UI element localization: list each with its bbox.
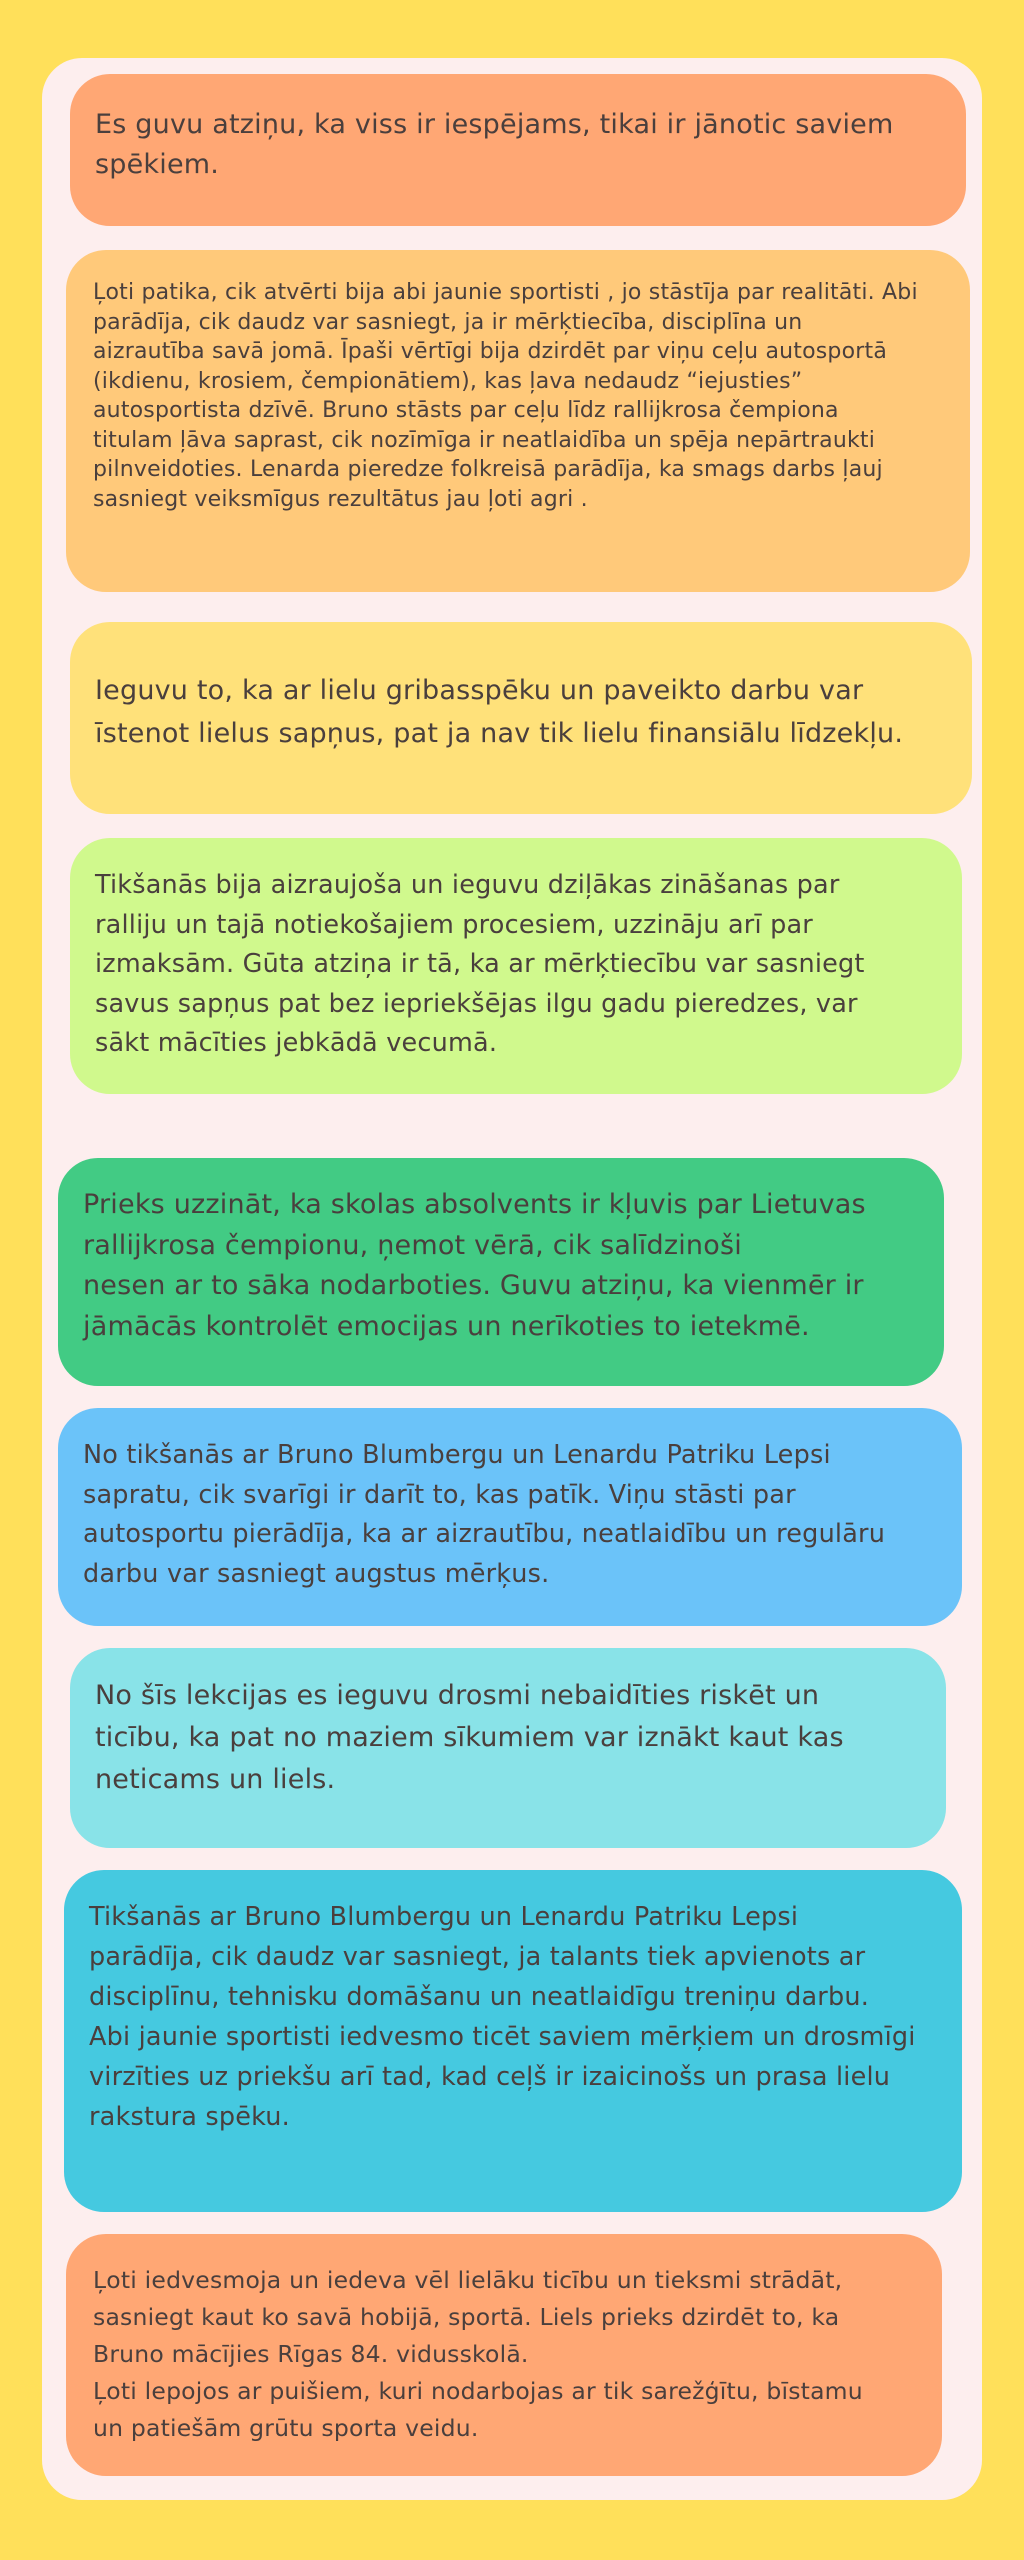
feedback-card-1: [70, 74, 966, 226]
feedback-card-3: [70, 622, 972, 814]
feedback-card-8: [64, 1870, 962, 2212]
feedback-text-2: Ļoti patika, cik atvērti bija abi jaunie sportisti , jo stāstīja par realitāti. Abi parādīja, cik daudz var sasniegt, ja ir mērķtiecība, disciplīna un aizrautība savā jomā. Īpaši vērtīgi bija dzirdēt par viņu ceļu autosportā (ikdienu, krosiem, čempionātiem), kas ļava nedaudz “iejusties” autosportista dzīvē. Bruno stāsts par ceļu līdz rallijkrosa čempiona titulam ļāva saprast, cik nozīmīga ir neatlaidība un spēja nepārtraukti pilnveidoties. Lenarda pieredze folkreisā parādīja, ka smags darbs ļauj sasniegt veiksmīgus rezultātus jau ļoti agri .: [93, 280, 918, 512]
feedback-text-8: Tikšanās ar Bruno Blumbergu un Lenardu Patriku Lepsi parādīja, cik daudz var sasniegt, ja talants tiek apvienots ar disciplīnu, tehnisku domāšanu un neatlaidīgu treniņu darbu. Abi jaunie sportisti iedvesmo ticēt saviem mērķiem un drosmīgi virzīties uz priekšu arī tad, kad ceļš ir izaicinošs un prasa lielu rakstura spēku.: [89, 1902, 916, 2132]
feedback-card-4: [70, 838, 962, 1094]
feedback-text-3: Ieguvu to, ka ar lielu gribasspēku un paveikto darbu var īstenot lielus sapņus, pat ja nav tik lielu finansiālu līdzekļu.: [95, 675, 904, 749]
feedback-text-1: Es guvu atziņu, ka viss ir iespējams, tikai ir jānotic saviem spēkiem.: [95, 109, 894, 180]
feedback-text-7: No šīs lekcijas es ieguvu drosmi nebaidīties riskēt un ticību, ka pat no maziem sīkumiem var iznākt kaut kas neticams un liels.: [95, 1680, 844, 1795]
feedback-card-2: [66, 250, 970, 592]
feedback-text-5: Prieks uzzināt, ka skolas absolvents ir kļuvis par Lietuvas rallijkrosa čempionu, ņemot vērā, cik salīdzinoši nesen ar to sāka nodarboties. Guvu atziņu, ka vienmēr ir jāmācās kontrolēt emocijas un nerīkoties to ietekmē.: [83, 1189, 866, 1342]
feedback-text-6: No tikšanās ar Bruno Blumbergu un Lenardu Patriku Lepsi sapratu, cik svarīgi ir darīt to, kas patīk. Viņu stāsti par autosportu pierādīja, ka ar aizrautību, neatlaidību un regulāru darbu var sasniegt augstus mērķus.: [83, 1440, 886, 1589]
feedback-text-4: Tikšanās bija aizraujoša un ieguvu dziļākas zināšanas par ralliju un tajā notiekošajiem procesiem, uzzināju arī par izmaksām. Gūta atziņa ir tā, ka ar mērķtiecību var sasniegt savus sapņus pat bez iepriekšējas ilgu gadu pieredzes, var sākt mācīties jebkādā vecumā.: [95, 870, 865, 1058]
feedback-card-6: [58, 1408, 962, 1626]
feedback-text-9: Ļoti iedvesmoja un iedeva vēl lielāku ticību un tieksmi strādāt, sasniegt kaut ko savā hobijā, sportā. Liels prieks dzirdēt to, ka Bruno mācījies Rīgas 84. vidusskolā. Ļoti lepojos ar puišiem, kuri nodarbojas ar tik sarežģītu, bīstamu un patiešām grūtu sporta veidu.: [93, 2266, 863, 2442]
feedback-card-5: [58, 1158, 944, 1386]
feedback-card-7: [70, 1648, 946, 1848]
feedback-card-9: [66, 2234, 942, 2476]
